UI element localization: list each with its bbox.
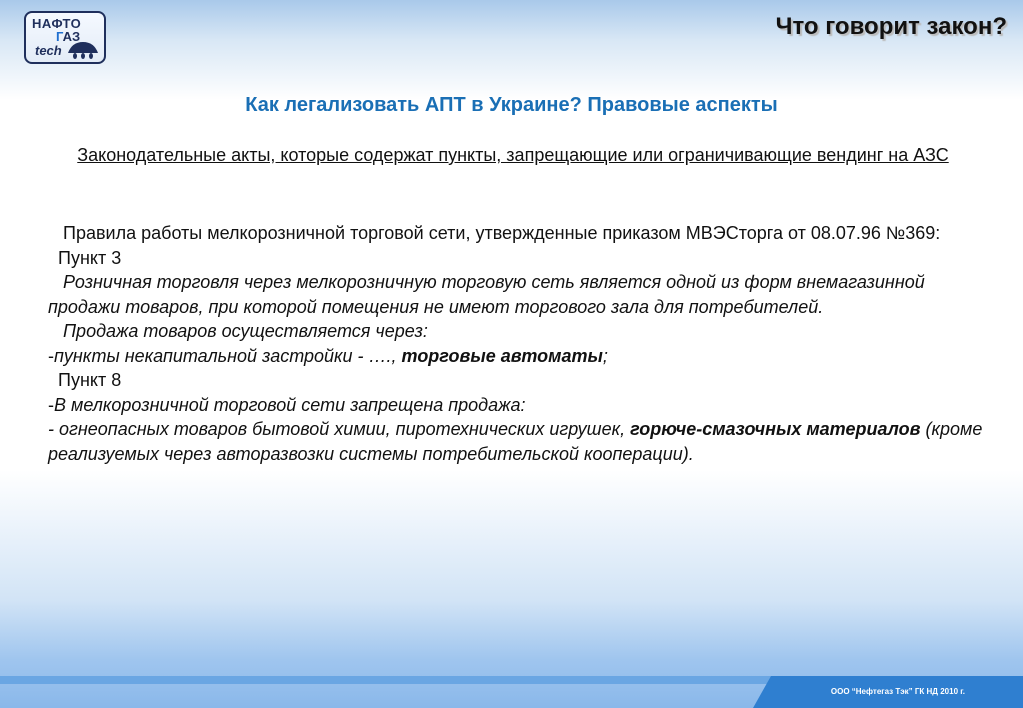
rule-title [48, 221, 983, 246]
ban-item-bold: горюче-смазочных материалов [630, 419, 921, 439]
ban-item-text: - огнеопасных товаров бытовой химии, пиротехнических игрушек, [48, 419, 631, 439]
ban-intro-text: В мелкорозничной торговой сети запрещена продажа: [54, 394, 526, 415]
logo-text-line1: НАФТО [32, 16, 82, 31]
ban-item [48, 417, 983, 466]
sales-item-text: пункты некапитальной застройки - …., [54, 345, 402, 366]
section-heading: Законодательные акты, которые содержат пункты, запрещающие или ограничивающие вендинг на АЗС [77, 145, 949, 165]
point3-text-body: Розничная торговля через мелкорозничную торговую сеть является одной из форм внемагазинной продажи товаров, при которой помещения не имеют торгового зала для потребителей. [48, 272, 925, 317]
sales-item-bold: торговые автоматы [401, 345, 603, 366]
point3-label-text: Пункт 3 [58, 247, 122, 268]
rule-title-text: Правила работы мелкорозничной торговой сети, утвержденные приказом МВЭСторга от 08.07.96 №369: [63, 223, 941, 243]
ban-item-end: (кроме реализуемых через авторазвозки системы потребительской кооперации). [48, 419, 983, 464]
slide-subtitle: Как легализовать АПТ в Украине? Правовые аспекты [245, 94, 778, 116]
page-title: Что говорит закон? [775, 13, 1007, 40]
sales-intro [48, 319, 983, 344]
logo-letter-g: Г [56, 29, 63, 44]
slide-content [48, 221, 983, 466]
point3-label [48, 246, 983, 271]
sales-intro-text: Продажа товаров осуществляется через: [63, 321, 428, 341]
point3-text [48, 270, 983, 319]
point8-label-text: Пункт 8 [58, 370, 122, 390]
sales-item-end: ; [602, 345, 608, 366]
sales-item [48, 344, 983, 369]
fuel-drop-icon [66, 40, 100, 60]
logo-text-line3: tech [35, 43, 62, 58]
footer-copyright: ООО “Нефтегаз Тэк” ГК НД 2010 г. [830, 687, 965, 696]
ban-intro-dash: - [48, 394, 54, 415]
logo-letters-az: АЗ [62, 29, 81, 44]
ban-intro [48, 393, 983, 418]
point8-label [48, 368, 983, 393]
company-logo [24, 11, 106, 64]
sales-item-dash: - [48, 345, 54, 366]
